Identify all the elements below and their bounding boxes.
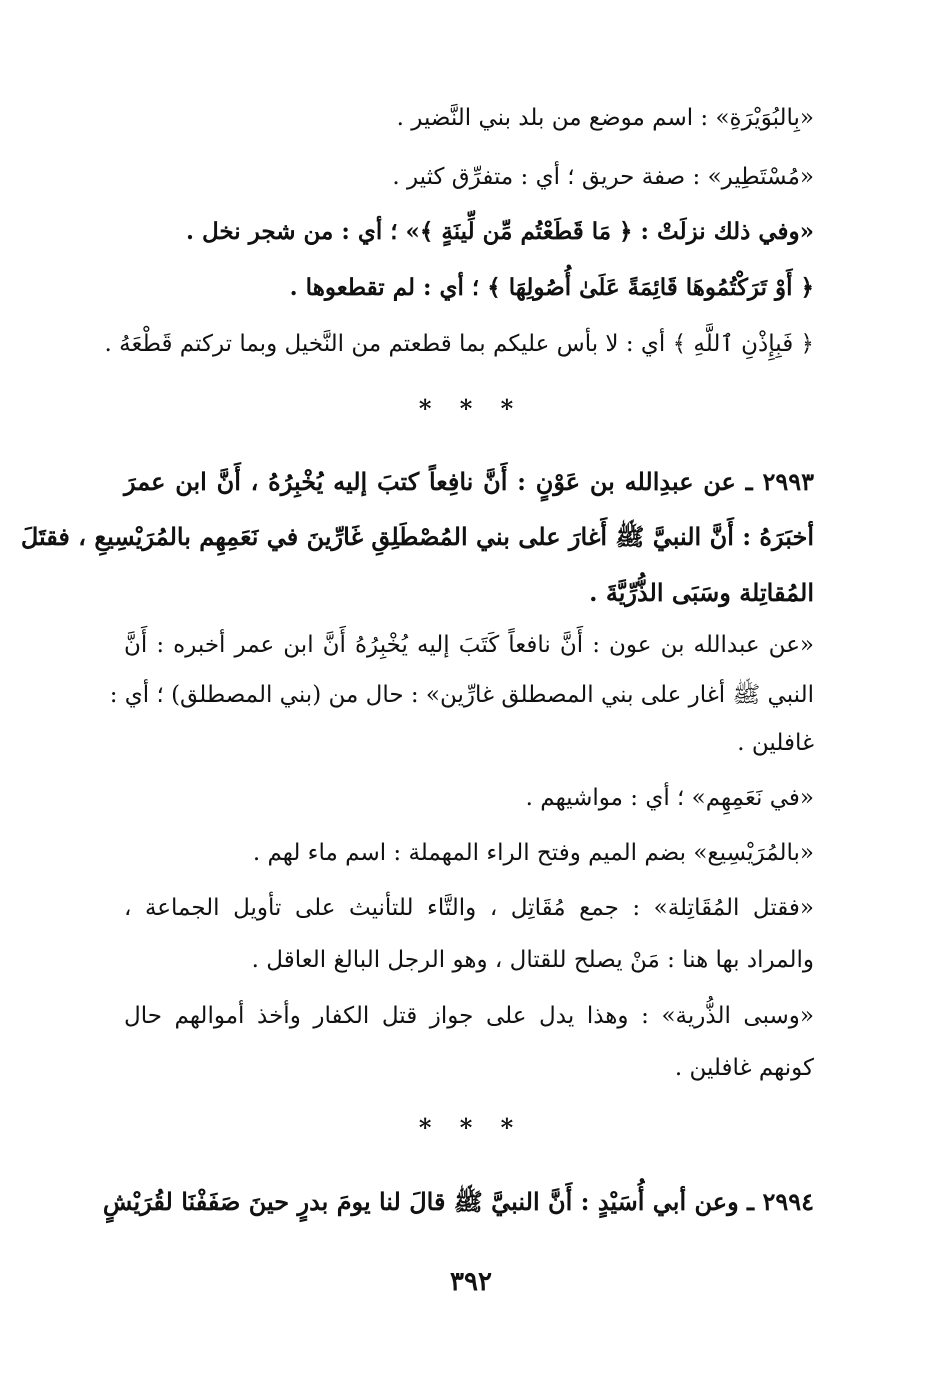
gloss-line-mustatir: «مُسْتَطِير» : صفة حريق ؛ أي : متفرِّق كثير . — [392, 164, 814, 190]
section-separator: * * * — [418, 1113, 524, 1142]
gloss-line-fabi-idhnillah: ﴿ فَبِإِذْنِ ٱللَّهِ ﴾ أي : لا بأس عليكم بما قطعتم من النَّخيل وبما تركتم قَطْعَهُ . — [104, 331, 814, 357]
commentary-line-6: «فقتل المُقَاتِلة» : جمع مُقَاتِل ، والتَّاء للتأنيث على تأويل الجماعة ، — [124, 895, 814, 921]
commentary-line-5: «بالمُرَيْسِيع» بضم الميم وفتح الراء المهملة : اسم ماء لهم . — [252, 840, 814, 866]
commentary-line-1: «عن عبدالله بن عون : أَنَّ نافعاً كَتَبَ إليه يُخْبِرُهُ أَنَّ ابن عمر أخبره : أَنَّ — [124, 632, 814, 658]
commentary-line-7: والمراد بها هنا : مَنْ يصلح للقتال ، وهو الرجل البالغ العاقل . — [251, 947, 814, 973]
gloss-line-taraktumuha: ﴿ أَوْ تَرَكْتُمُوهَا قَائِمَةً عَلَىٰ أُصُولِهَا ﴾ ؛ أي : لم تقطعوها . — [289, 274, 814, 301]
gloss-line-buwayra: «بِالبُوَيْرَةِ» : اسم موضع من بلد بني النَّضير . — [396, 105, 814, 131]
commentary-line-2: النبي ﷺ أغار على بني المصطلق غارِّين» : حال من (بني المصطلق) ؛ أي : — [109, 682, 814, 708]
commentary-line-3: غافلين . — [737, 730, 814, 756]
hadith-2993-line-2: أخبَرَهُ : أَنَّ النبيَّ ﷺ أَغارَ على بني المُصْطَلِقِ غَارِّينَ في نَعَمِهِم بالمُرَيْسِيعِ ، فقتَلَ — [20, 522, 814, 551]
commentary-line-9: كونهم غافلين . — [674, 1055, 814, 1081]
section-separator: * * * — [418, 394, 524, 423]
gloss-line-nazalat: «وفي ذلك نزلَتْ : ﴿ مَا قَطَعْتُم مِّن لِّينَةٍ ﴾» ؛ أي : من شجر نخل . — [186, 218, 814, 245]
page-number: ٣٩٢ — [450, 1267, 492, 1297]
hadith-2994-line-1: ٢٩٩٤ ـ وعن أبي أُسَيْدٍ : أَنَّ النبيَّ ﷺ قالَ لنا يومَ بدرٍ حينَ صَفَفْنَا لقُرَيْشٍ — [102, 1187, 814, 1216]
commentary-line-4: «في نَعَمِهِم» ؛ أي : مواشيهم . — [525, 785, 814, 811]
hadith-2993-line-1: ٢٩٩٣ ـ عن عبدِالله بن عَوْنٍ : أَنَّ نافِعاً كتبَ إليه يُخْبِرُهُ ، أَنَّ ابن عمرَ — [124, 467, 814, 496]
commentary-line-8: «وسبى الذُّرية» : وهذا يدل على جواز قتل الكفار وأخذ أموالهم حال — [124, 1003, 814, 1029]
hadith-2993-line-3: المُقاتِلة وسَبَى الذُّرِّيَّةَ . — [589, 578, 814, 607]
